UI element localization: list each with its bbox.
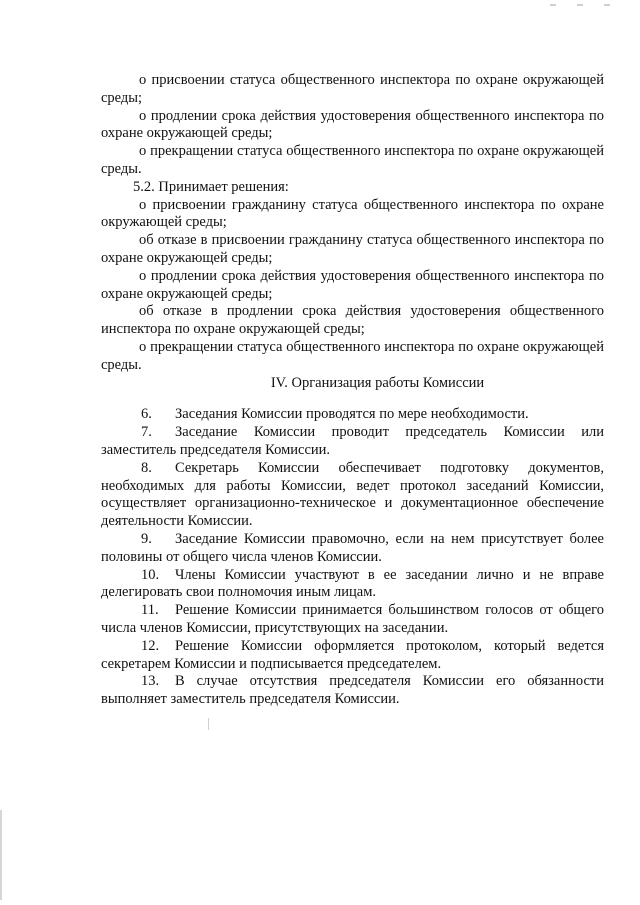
scan-artifact	[550, 4, 610, 6]
item-text: Члены Комиссии участвуют в ее заседании лично и не вправе делегировать свои полномочия иным лицам.	[101, 566, 604, 601]
section-heading: IV. Организация работы Комиссии	[270, 374, 485, 391]
document-body	[101, 72, 604, 709]
numbered-item	[101, 406, 604, 424]
item-text: Решение Комиссии принимается большинством голосов от общего числа членов Комиссии, присутствующих на заседании.	[101, 602, 604, 636]
item-number: 12.	[141, 637, 160, 654]
item-number: 11.	[141, 602, 159, 619]
item-number: 9.	[141, 530, 152, 547]
subsection-title: 5.2. Принимает решения:	[133, 178, 289, 195]
numbered-item	[101, 673, 604, 709]
numbered-item	[101, 460, 604, 531]
item-number: 13.	[141, 673, 160, 690]
numbered-item	[101, 567, 604, 603]
item-text: В случае отсутствия председателя Комиссии его обязанности выполняет заместитель председателя Комиссии.	[101, 673, 604, 708]
item-number: 10.	[141, 566, 160, 583]
scan-artifact	[208, 718, 209, 730]
scan-artifact	[0, 810, 2, 900]
numbered-item	[101, 602, 604, 638]
paragraph: об отказе в продлении срока действия удостоверения общественного инспектора по охране окружающей среды;	[101, 303, 604, 338]
item-number: 7.	[141, 424, 152, 441]
item-text: Заседания Комиссии проводятся по мере необходимости.	[175, 406, 529, 423]
item-text: Заседание Комиссии правомочно, если на нем присутствует более половины от общего числа членов Комиссии.	[101, 530, 604, 565]
paragraph: об отказе в присвоении гражданину статуса общественного инспектора по охране окружающей среды;	[101, 232, 604, 266]
paragraph: о присвоении гражданину статуса общественного инспектора по охране окружающей среды;	[101, 196, 604, 231]
item-text: Решение Комиссии оформляется протоколом, который ведется секретарем Комиссии и подписывается председателем.	[101, 637, 604, 672]
paragraph: о продлении срока действия удостоверения общественного инспектора по охране окружающей среды;	[101, 267, 604, 302]
item-text: Заседание Комиссии проводит председатель Комиссии или заместитель председателя Комиссии.	[101, 424, 604, 458]
paragraph: о присвоении статуса общественного инспектора по охране окружающей среды;	[101, 72, 604, 106]
numbered-item	[101, 424, 604, 460]
paragraph: о продлении срока действия удостоверения общественного инспектора по охране окружающей среды;	[101, 107, 604, 142]
numbered-item	[101, 531, 604, 567]
paragraph: о прекращении статуса общественного инспектора по охране окружающей среды.	[101, 338, 604, 373]
item-number: 6.	[141, 406, 152, 423]
numbered-item	[101, 638, 604, 674]
paragraph: о прекращении статуса общественного инспектора по охране окружающей среды.	[101, 143, 604, 177]
item-text: Секретарь Комиссии обеспечивает подготовку документов, необходимых для работы Комиссии, ведет протокол заседаний Комиссии, осуществляет организационно-техническое и документационное обеспечение деятельности Комиссии.	[101, 459, 604, 530]
item-number: 8.	[141, 459, 152, 476]
